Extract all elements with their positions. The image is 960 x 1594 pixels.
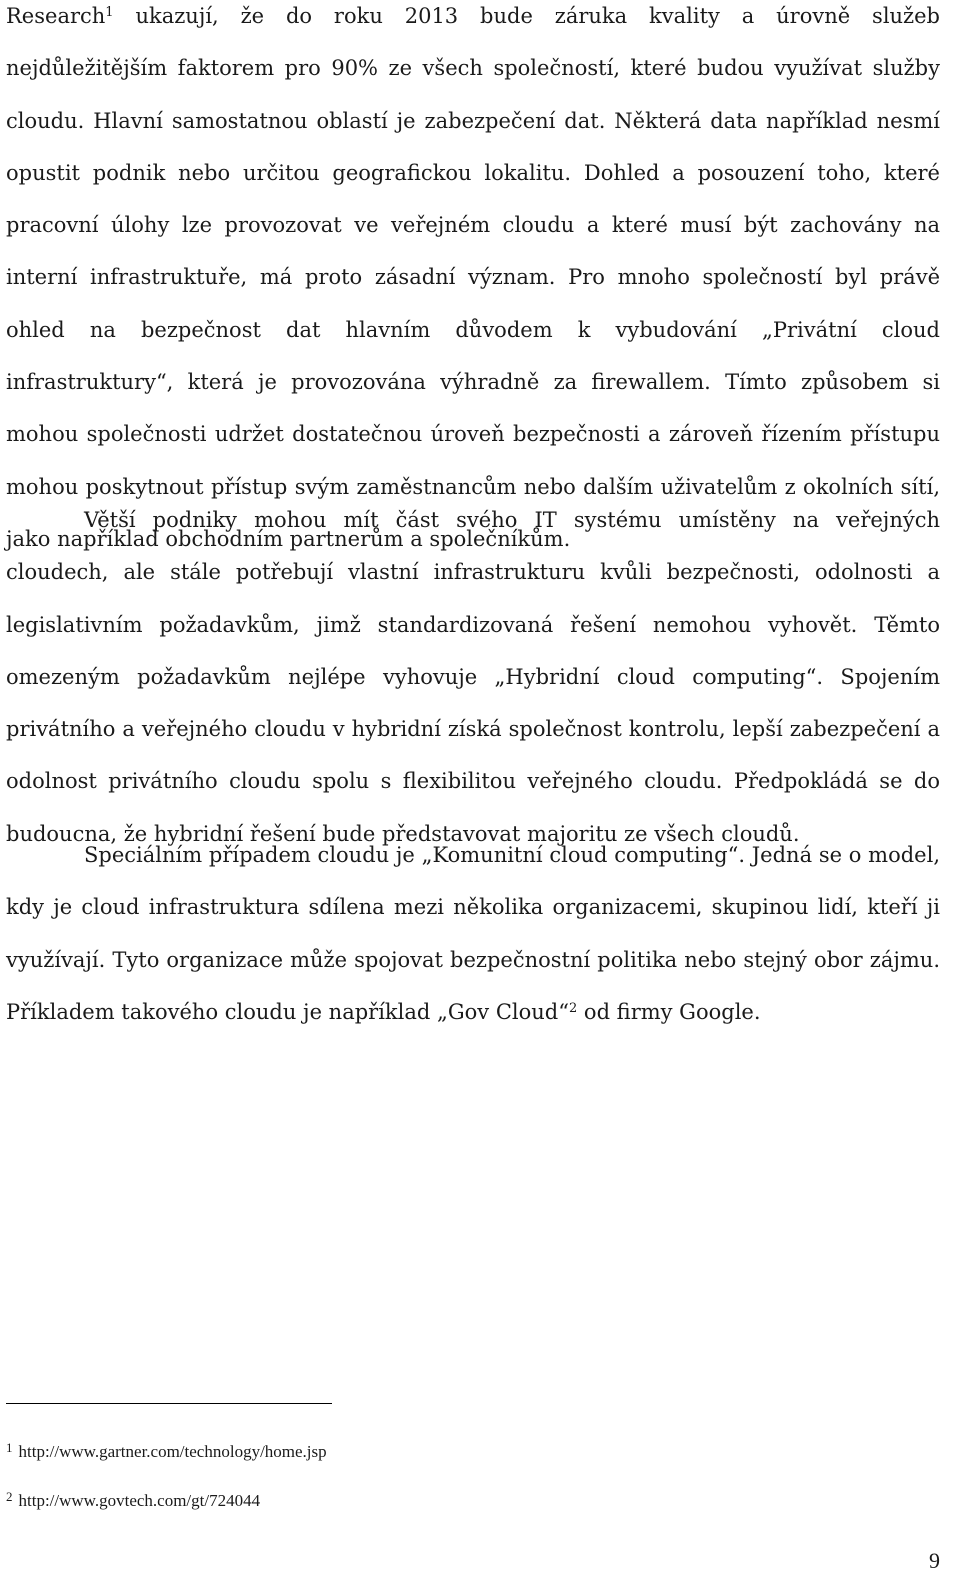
page-number: 9 (929, 1548, 940, 1573)
paragraph-3 (6, 829, 940, 1038)
footnote-2-link[interactable]: http://www.govtech.com/gt/724044 (18, 1491, 261, 1511)
paragraph-2: Větší podniky mohou mít část svého IT systému umístěny na veřejných cloudech, ale stále potřebují vlastní infrastrukturu kvůli bezpečnosti, odolnosti a legislativním požadavkům, jimž standardizovaná řešení nemohou vyhovět. Těmto omezeným požadavkům nejlépe vyhovuje „Hybridní cloud computing“. Spojením privátního a veřejného cloudu v hybridní získá společnost kontrolu, lepší zabezpečení a odolnost privátního cloudu spolu s flexibilitou veřejného cloudu. Předpokládá se do budoucna, že hybridní řešení bude představovat majoritu ze všech cloudů. (6, 508, 940, 846)
footnote-2-number: 2 (6, 1489, 13, 1504)
paragraph-1 (6, 0, 940, 565)
footnote-ref-1[interactable]: 1 (105, 4, 114, 20)
footnote-separator (6, 1403, 332, 1404)
footnote-1-link[interactable]: http://www.gartner.com/technology/home.jsp (18, 1442, 327, 1462)
footnote-1 (6, 1437, 327, 1463)
footnote-1-number: 1 (6, 1440, 13, 1455)
footnote-2 (6, 1486, 260, 1512)
paragraph-3-start: Speciálním případem cloudu je „Komunitní cloud computing“. Jedná se o model, kdy je cloud infrastruktura sdílena mezi několika organizacemi, skupinou lidí, kteří ji využívají. Tyto organizace může spojovat bezpečnostní politika nebo stejný obor zájmu. Příkladem takového cloudu je například „Gov Cloud“ (6, 843, 940, 1024)
paragraph-3-rest: od firmy Google. (577, 999, 761, 1024)
paragraph-1-start: Research (6, 4, 106, 28)
footnote-ref-2[interactable]: 2 (568, 1000, 578, 1016)
paragraph-1-rest: ukazují, že do roku 2013 bude záruka kvality a úrovně služeb nejdůležitějším faktorem pro 90% ze všech společností, které budou využívat služby cloudu. Hlavní samostatnou oblastí je zabezpečení dat. Některá data například nesmí opustit podnik nebo určitou geografickou lokalitu. Dohled a posouzení toho, které pracovní úlohy lze provozovat ve veřejném cloudu a které musí být zachovány na interní infrastruktuře, má proto zásadní význam. Pro mnoho společností byl právě ohled na bezpečnost dat hlavním důvodem k vybudování „Privátní cloud infrastruktury“, která je provozována výhradně za firewallem. Tímto způsobem si mohou společnosti udržet dostatečnou úroveň bezpečnosti a zároveň řízením přístupu mohou poskytnout přístup svým zaměstnancům nebo dalším uživatelům z okolních sítí, jako například obchodním partnerům a společníkům. (6, 4, 940, 551)
